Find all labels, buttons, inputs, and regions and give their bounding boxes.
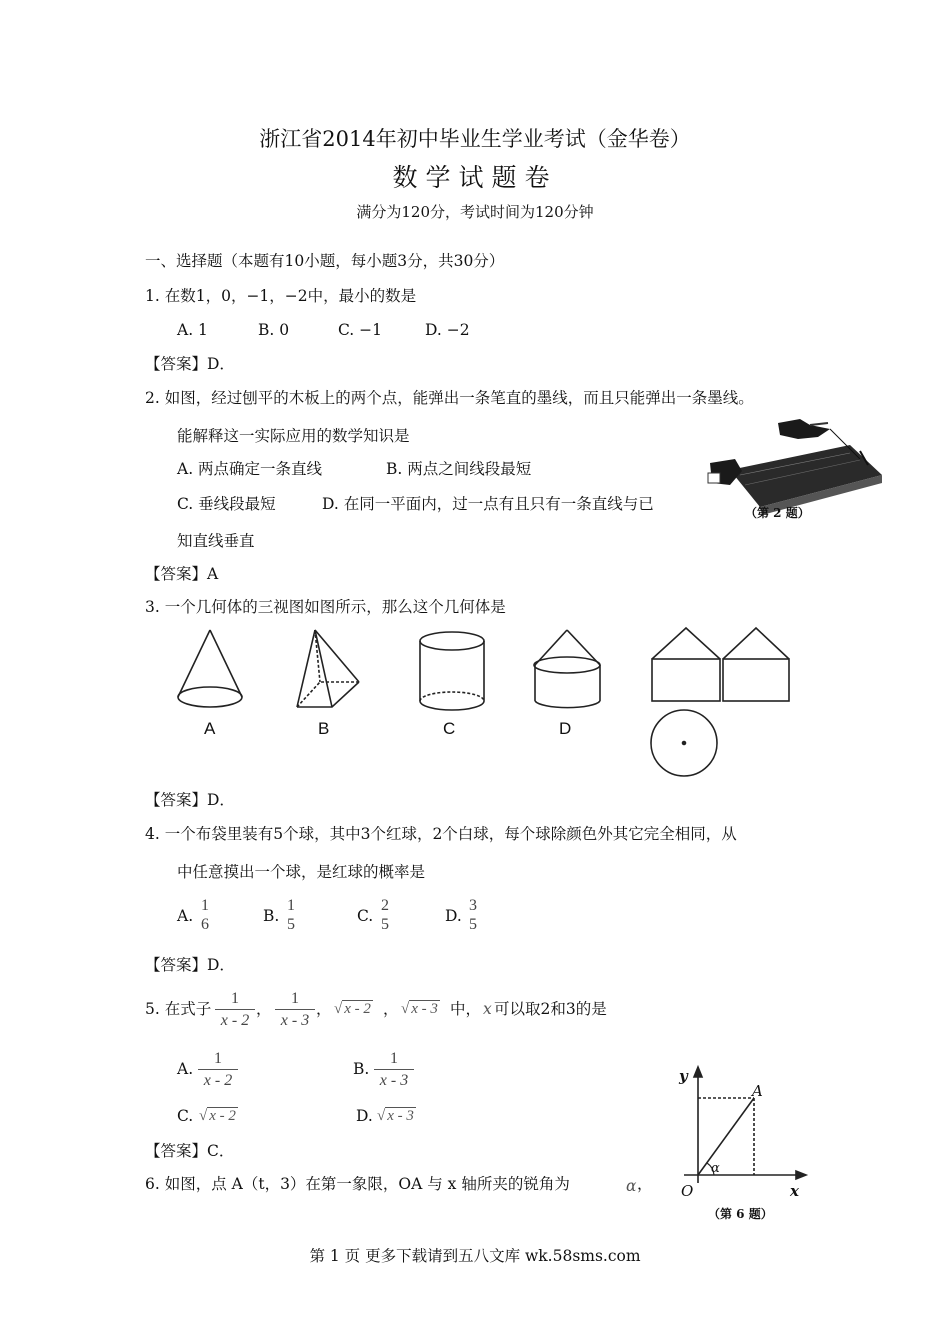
front-view (652, 628, 720, 701)
q4-c-label: C. (357, 907, 374, 925)
q1-option-c: C. −1 (338, 321, 383, 339)
q5-d-sqrt: √ x - 3 (377, 1108, 414, 1124)
q4-line2: 中任意摸出一个球，是红球的概率是 (177, 863, 426, 881)
q6-fig-alpha: α (711, 1161, 720, 1176)
q4-b-fraction: 1 5 (287, 897, 295, 933)
q6-caption: （第 6 题） (708, 1207, 773, 1221)
q4-d-label: D. (445, 907, 462, 925)
q4-a-label: A. (177, 907, 194, 925)
q3-label-a: A (204, 719, 216, 738)
cone-figure (178, 630, 242, 707)
q2-option-b: B. 两点之间线段最短 (386, 460, 532, 478)
hand-top-icon (778, 419, 830, 439)
cylinder-figure (420, 632, 484, 710)
q2-option-c: C. 垂线段最短 (177, 495, 276, 513)
q3-stem: 3. 一个几何体的三视图如图所示，那么这个几何体是 (145, 598, 506, 616)
q4-stem: 4. 一个布袋里装有5个球，其中3个红球，2个白球，每个球除颜色外其它完全相同，从 (145, 825, 737, 843)
q6-fig-y: y (679, 1067, 688, 1085)
q2-line2: 能解释这一实际应用的数学知识是 (177, 427, 410, 445)
q4-answer: 【答案】D． (145, 956, 235, 974)
q5-stem-suffix: 中， (450, 1000, 482, 1018)
q1-option-d: D. −2 (425, 321, 470, 339)
q5-var-x: x (483, 1000, 492, 1018)
q3-label-c: C (443, 719, 456, 738)
q5-c-sqrt: √ x - 2 (199, 1108, 236, 1124)
q1-option-b: B. 0 (258, 321, 290, 339)
page-subtitle: 数学试题卷 (392, 163, 558, 192)
q6-figure (670, 1065, 810, 1195)
q6-stem: 6. 如图，点 A（t，3）在第一象限，OA 与 x 轴所夹的锐角为 (145, 1175, 570, 1193)
q5-a-fraction: 1 x - 2 (198, 1049, 238, 1090)
q5-d-label: D. (356, 1107, 373, 1125)
section-heading: 一、选择题（本题有10小题，每小题3分，共30分） (145, 252, 505, 270)
q5-b-label: B. (353, 1060, 370, 1078)
q5-c-label: C. (177, 1107, 194, 1125)
q5-comma-2: ， (316, 1000, 332, 1018)
q6-alpha: α (626, 1177, 637, 1195)
q1-answer: 【答案】D． (145, 355, 235, 373)
q4-b-label: B. (263, 907, 280, 925)
q6-fig-o: O (681, 1182, 694, 1200)
q1-stem: 1. 在数1，0，−1，−2中，最小的数是 (145, 287, 417, 305)
side-view (723, 628, 789, 701)
q4-a-fraction: 1 6 (201, 897, 209, 933)
q2-option-a: A. 两点确定一条直线 (177, 460, 323, 478)
q2-option-d-cont: 知直线垂直 (177, 532, 255, 550)
q6-fig-x: x (790, 1182, 799, 1200)
q2-caption: （第 2 题） (745, 506, 810, 520)
top-view (651, 710, 717, 776)
q2-option-d: D. 在同一平面内，过一点有且只有一条直线与已 (322, 495, 654, 513)
q6-fig-a: A (752, 1082, 763, 1100)
q5-stem-prefix: 5. 在式子 (145, 1000, 212, 1018)
q5-comma-3: ， (383, 1000, 399, 1018)
q3-label-d: D (559, 719, 572, 738)
q5-fraction-2: 1 x - 3 (275, 989, 315, 1030)
q2-answer: 【答案】A (145, 565, 219, 583)
q5-sqrt-2: √ x - 3 (401, 1001, 438, 1017)
q4-d-fraction: 3 5 (469, 897, 477, 933)
q1-option-a: A. 1 (177, 321, 208, 339)
cone-cylinder-figure (534, 630, 600, 708)
q3-label-b: B (318, 719, 330, 738)
q2-stem: 2. 如图，经过刨平的木板上的两个点，能弹出一条笔直的墨线，而且只能弹出一条墨线。 (145, 389, 754, 407)
q5-fraction-1: 1 x - 2 (215, 989, 255, 1030)
segment-oa (698, 1098, 754, 1175)
page-footer: 第 1 页 更多下载请到五八文库 wk.58sms.com (309, 1247, 641, 1265)
pyramid-figure (297, 630, 359, 707)
q5-b-fraction: 1 x - 3 (374, 1049, 414, 1090)
q6-comma: ， (637, 1175, 653, 1193)
q5-a-label: A. (177, 1060, 194, 1078)
q3-figures (170, 625, 810, 780)
q3-answer: 【答案】D． (145, 791, 235, 809)
q5-stem-end: 可以取2和3的是 (494, 1000, 607, 1018)
q5-sqrt-1: √ x - 2 (334, 1001, 371, 1017)
q5-comma-1: ， (256, 1000, 272, 1018)
q4-c-fraction: 2 5 (381, 897, 389, 933)
q5-answer: 【答案】C． (145, 1142, 235, 1160)
exam-info: 满分为120分，考试时间为120分钟 (356, 203, 594, 221)
page-title: 浙江省2014年初中毕业生学业考试（金华卷） (259, 127, 691, 151)
